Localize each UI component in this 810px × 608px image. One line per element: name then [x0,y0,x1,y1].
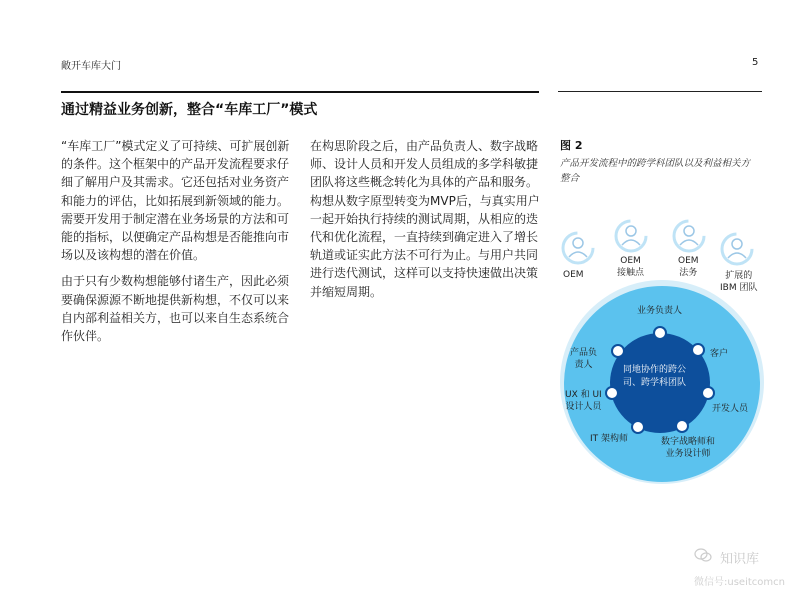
node-developer [702,387,714,399]
paragraph: “车库工厂”模式定义了可持续、可扩展创新的条件。这个框架中的产品开发流程要求仔细了解用户及其需求。它还包括对业务资产和能力的评估，比如拓展到新领域的能力。需要开发用于制定潜在业务场景的方法和可能的指标，以便确定产品构想是否能推向市场以及该构想的潜在价值。 [61,139,290,263]
label-oem: OEM [563,270,584,280]
label-oem-touchpoint [617,255,644,279]
person-icon-oem-legal [674,221,704,251]
node-it-architect [632,421,644,433]
figure-label: 图 2 [560,139,583,152]
label-ibm-team [720,270,757,294]
node-business-owner [654,327,666,339]
label-line: 接触点 [617,268,645,278]
running-header: 敞开车库大门 [61,61,121,72]
label-business-owner: 业务负责人 [637,306,683,316]
person-icon-oem [563,233,593,263]
label-line: 数字战略师和 [661,437,716,447]
label-line: OEM [620,256,641,266]
label-customer: 客户 [710,349,729,359]
label-developer: 开发人员 [712,404,749,414]
label-product-owner [570,347,597,371]
label-line: 司、跨学科团队 [623,378,687,388]
label-ux-ui [565,389,602,413]
node-product-owner [612,345,624,357]
label-oem-legal [678,255,699,279]
watermark-id: 微信号:useitcomcn [694,577,785,588]
node-customer [692,344,704,356]
page-number: 5 [752,57,759,68]
label-center [623,364,686,390]
node-strategist [676,420,688,432]
label-line: 业务设计师 [665,449,711,459]
person-icon-oem-touchpoint [616,221,646,251]
label-line: 责人 [574,360,593,370]
label-line: 设计人员 [565,402,602,412]
paragraph: 在构思阶段之后，由产品负责人、数字战略师、设计人员和开发人员组成的多学科敏捷团队将这些概念转化为具体的产品和服务。构想从数字原型转变为MVP后，与真实用户一起开始执行持续的测试周期，从相应的迭代和优化流程，一直持续到确定进入了增长轨道或证实此方法不可行为止。与用户共同进行迭代测试，这样可以支持快速做出决策并缩短周期。 [310,139,540,299]
paragraph: 由于只有少数构想能够付诸生产，因此必须要确保源源不断地提供新构想，不仅可以来自内部利益相关方，也可以来自生态系统合作伙伴。 [61,274,290,344]
figure-caption: 产品开发流程中的跨学科团队以及利益相关方整合 [560,158,751,184]
label-line: 产品负 [570,348,598,358]
label-line: 同地协作的跨公 [623,365,687,375]
label-line: 法务 [679,268,698,278]
label-line: UX 和 UI [565,390,602,400]
label-line: IBM 团队 [720,283,758,293]
label-line: 扩展的 [725,271,753,281]
label-line: OEM [678,256,699,266]
node-ux-ui [606,387,618,399]
label-it-architect: IT 架构师 [590,434,629,444]
watermark-name: 知识库 [720,552,760,567]
label-digital-strategist [661,436,715,460]
wechat-icon [694,548,712,562]
page-title: 通过精益业务创新，整合“车库工厂”模式 [61,102,318,118]
person-icon-ibm-team [722,234,752,264]
